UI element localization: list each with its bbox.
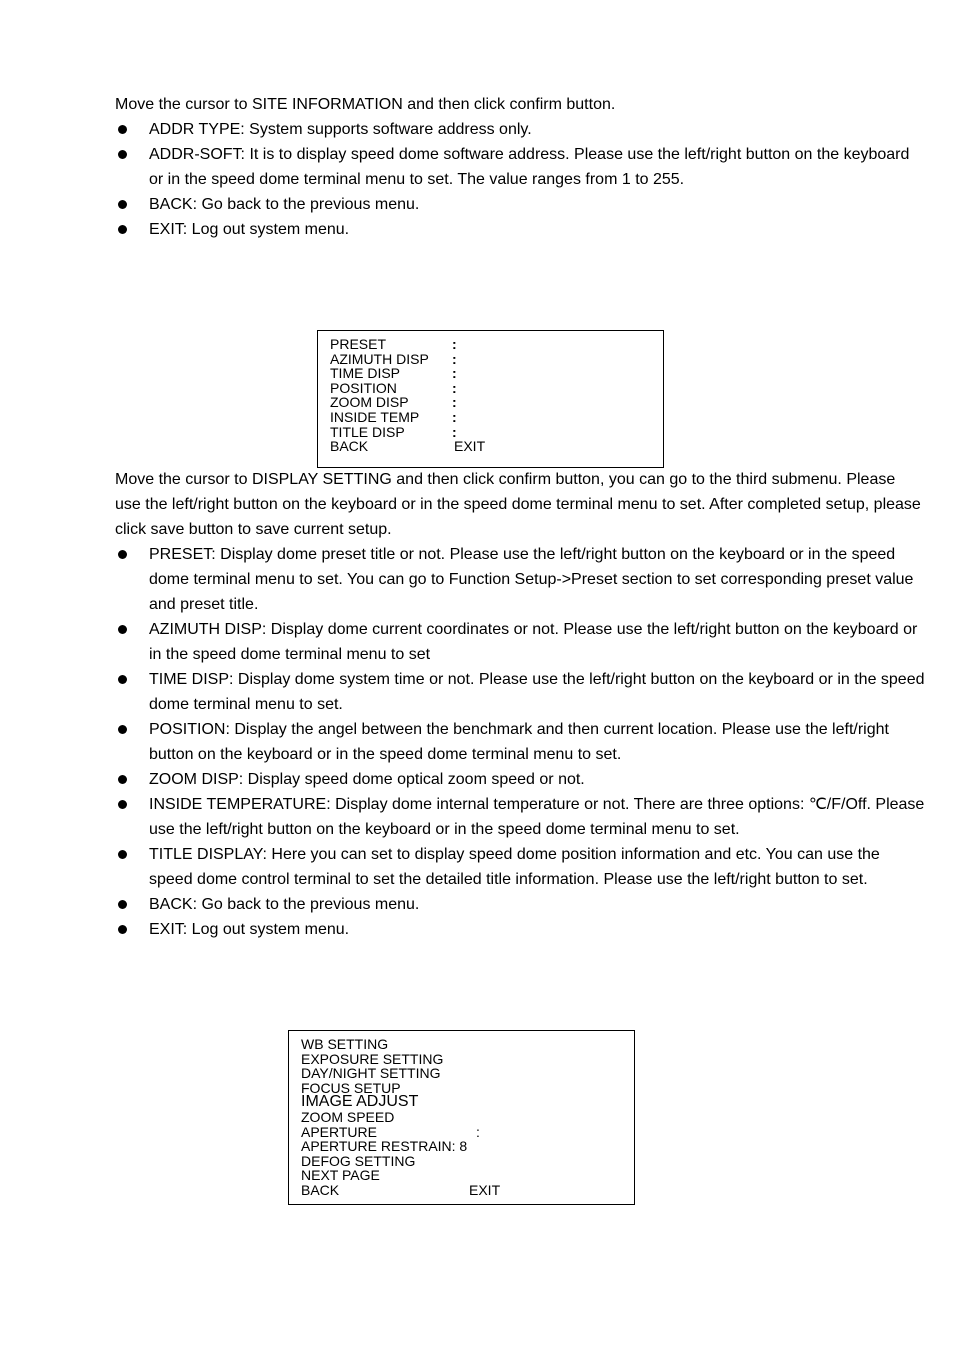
list-item: AZIMUTH DISP: Display dome current coordinates or not. Please use the left/right button on the keyboard or in the speed dome terminal menu to set [115, 617, 925, 667]
menu-row-zoom-speed [301, 1110, 634, 1125]
list-item: BACK: Go back to the previous menu. [115, 192, 925, 217]
menu-row-zoom-disp [330, 395, 663, 410]
list-item: PRESET: Display dome preset title or not. Please use the left/right button on the keyboard or in the speed dome terminal menu to set. You can go to Function Setup->Preset section to set corresponding preset value and preset title. [115, 542, 925, 617]
menu-back-label: BACK [330, 438, 369, 455]
menu-item-label: IMAGE ADJUST [301, 1093, 419, 1111]
menu-item-label: APERTURE [301, 1123, 377, 1140]
menu-item-label: ZOOM SPEED [301, 1108, 395, 1125]
list-item: ADDR-SOFT: It is to display speed dome software address. Please use the left/right button on the keyboard or in the speed dome terminal menu to set. The value ranges from 1 to 255. [115, 142, 925, 192]
menu-row-aperture [301, 1125, 634, 1140]
list-item: TIME DISP: Display dome system time or not. Please use the left/right button on the keyboard or in the speed dome terminal menu to set. [115, 667, 925, 717]
menu-item-label: DAY/NIGHT SETTING [301, 1065, 441, 1082]
menu-colon: : [452, 350, 457, 367]
menu-row-inside-temp [330, 410, 663, 425]
menu-row-preset [330, 337, 663, 352]
list-item: EXIT: Log out system menu. [115, 917, 925, 942]
menu-back-label: BACK [301, 1181, 340, 1198]
menu-row-aperture-restrain [301, 1139, 634, 1154]
site-information-bullets [115, 117, 925, 242]
menu-item-label: ZOOM DISP [330, 394, 409, 411]
menu-row-back-exit [301, 1183, 634, 1198]
menu-item-label: PRESET [330, 336, 387, 352]
menu-item-label: TITLE DISP [330, 423, 405, 440]
site-information-intro: Move the cursor to SITE INFORMATION and then click confirm button. [115, 96, 616, 113]
menu-colon: : [452, 394, 457, 411]
menu-row-defog-setting [301, 1154, 634, 1169]
list-item: ADDR TYPE: System supports software address only. [115, 117, 925, 142]
menu-item-label: EXPOSURE SETTING [301, 1050, 444, 1067]
list-item: ZOOM DISP: Display speed dome optical zoom speed or not. [115, 767, 925, 792]
menu-item-label: POSITION [330, 379, 397, 396]
list-item: EXIT: Log out system menu. [115, 217, 925, 242]
menu-colon: : [452, 379, 457, 396]
list-item: POSITION: Display the angel between the benchmark and then current location. Please use the left/right button on the keyboard or in the speed dome terminal menu to set. [115, 717, 925, 767]
display-setting-section [115, 467, 925, 942]
menu-row-exposure-setting [301, 1052, 634, 1067]
menu-item-label: FOCUS SETUP [301, 1079, 401, 1096]
menu-row-day-night-setting [301, 1066, 634, 1081]
menu-colon: : [452, 365, 457, 382]
menu-row-position [330, 381, 663, 396]
menu-item-label: WB SETTING [301, 1036, 389, 1052]
menu-item-label: TIME DISP [330, 365, 401, 382]
menu-row-title-disp [330, 425, 663, 440]
list-item: TITLE DISPLAY: Here you can set to display speed dome position information and etc. You can use the speed dome control terminal to set the detailed title information. Please use the left/right button to set. [115, 842, 925, 892]
menu-item-label: DEFOG SETTING [301, 1152, 416, 1169]
list-item: BACK: Go back to the previous menu. [115, 892, 925, 917]
display-setting-intro: Move the cursor to DISPLAY SETTING and then click confirm button, you can go to the third submenu. Please use the left/right button on the keyboard or in the speed dome terminal menu to set. After completed setup, please click save button to save current setup. [115, 471, 921, 538]
menu-row-back-exit [330, 439, 663, 454]
site-information-section [115, 92, 925, 242]
display-setting-menu [317, 330, 664, 468]
menu-row-time-disp [330, 366, 663, 381]
menu-exit-label: EXIT [454, 438, 486, 455]
menu-row-image-adjust [301, 1095, 634, 1110]
list-item: INSIDE TEMPERATURE: Display dome internal temperature or not. There are three options: ℃/F/Off. Please use the left/right button on the keyboard or in the speed dome terminal menu to set. [115, 792, 925, 842]
menu-row-azimuth-disp [330, 352, 663, 367]
menu-item-label: AZIMUTH DISP [330, 350, 429, 367]
image-setting-menu [288, 1030, 635, 1205]
menu-colon: : [452, 423, 457, 440]
menu-row-wb-setting [301, 1037, 634, 1052]
menu-colon: : [452, 408, 457, 425]
menu-item-label: APERTURE RESTRAIN: 8 [301, 1138, 468, 1155]
menu-colon: : [476, 1123, 480, 1140]
menu-item-label: INSIDE TEMP [330, 408, 420, 425]
menu-item-label: NEXT PAGE [301, 1167, 380, 1184]
menu-exit-label: EXIT [469, 1181, 501, 1198]
menu-row-next-page [301, 1168, 634, 1183]
menu-colon: : [452, 336, 457, 352]
display-setting-bullets [115, 542, 925, 942]
